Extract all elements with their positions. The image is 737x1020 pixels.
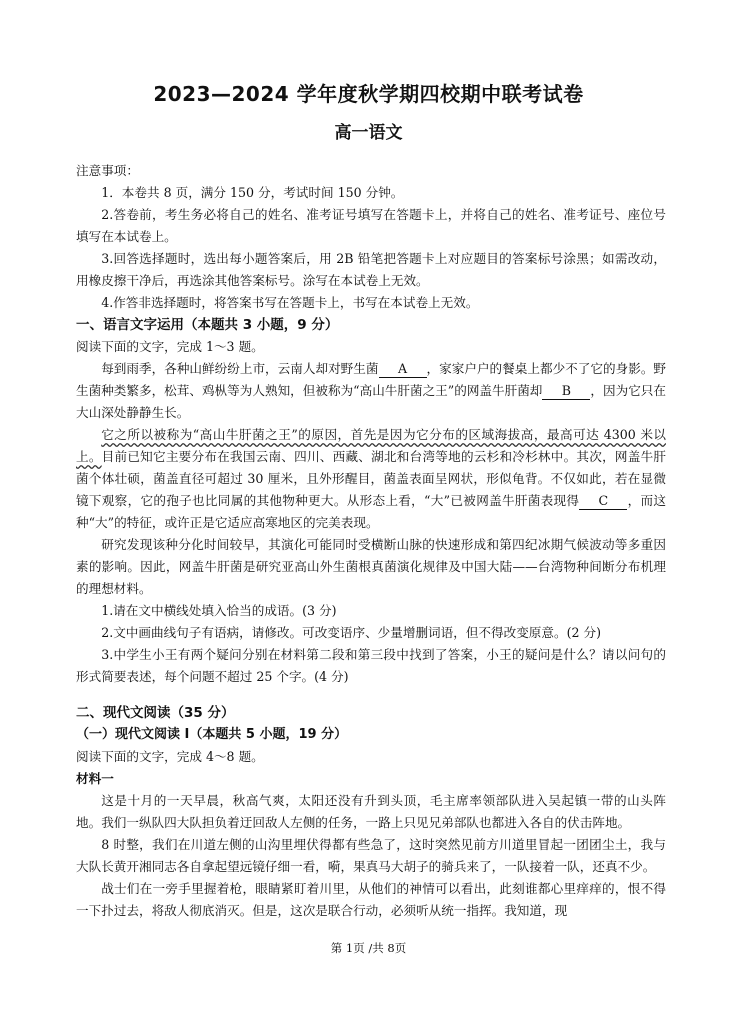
section-intro: 阅读下面的文字，完成 4～8 题。 [76,749,264,764]
notice-label: 注意事项： [76,163,139,178]
section-heading: 一、语言文字运用（本题共 3 小题，9 分） [76,317,339,333]
material-paragraph: 战士们在一旁手里握着枪，眼睛紧盯着川里，从他们的神情可以看出，此刻谁都心里痒痒的，恨不得一下扑过去，将敌人彻底消灭。但是，这次是联合行动，必须听从统一指挥。我知道，现 [76,881,666,918]
page-title: 2023—2024 学年度秋学期四校期中联考试卷 [153,82,584,106]
wavy-underlined-sentence: 它之所以被称为“高山牛肝菌之王”的原因，首先是因为它分布的区域海拔高，最高可达 4300 米以上。 [76,427,666,464]
notice-item: 4.作答非选择题时，将答案书写在答题卡上，书写在本试卷上无效。 [101,295,479,310]
question-2: 2.文中画曲线句子有语病，请修改。可改变语序、少量增删词语，但不得改变原意。(2 分) [101,625,602,640]
passage-paragraph [76,424,666,534]
passage-text: 目前已知它主要分布在我国云南、四川、西藏、湖北和台湾等地的云杉和冷杉林中。其次，网盖牛肝菌个体壮硕，菌盖直径可超过 30 厘米，且外形醒目，菌盖表面呈网状，形似龟背。不仅如此，若在显微镜下观察，它的孢子也比同属的其他物种更大。从形态上看，“大”已被网盖牛肝菌表现得 [76,449,667,508]
exam-body [76,160,666,922]
passage-text: 每到雨季，各种山鲜纷纷上市，云南人却对野生菌 [101,361,379,376]
answer-blank-c: C [579,493,627,510]
passage-text: ，而这种“大”的特征，或许正是它适应高寒地区的完美表现。 [76,493,666,530]
question-3: 3.中学生小王有两个疑问分别在材料第二段和第三段中找到了答案，小王的疑问是什么？请以问句的形式简要表述，每个问题不超过 25 个字。(4 分) [76,647,666,684]
material-paragraph: 8 时整，我们在川道左侧的山沟里埋伏得都有些急了，这时突然见前方川道里冒起一团团尘土，我与大队长黄开湘同志各自拿起望远镜仔细一看，嗬，果真马大胡子的骑兵来了，一队接着一队，还真不少。 [76,837,666,874]
question-1: 1.请在文中横线处填入恰当的成语。(3 分) [101,603,337,618]
passage-paragraph [76,358,666,424]
passage-paragraph: 研究发现该种分化时间较早，其演化可能同时受横断山脉的快速形成和第四纪冰期气候波动等多重因素的影响。因此，网盖牛肝菌是研究亚高山外生菌根真菌演化规律及中国大陆——台湾物种间断分布机理的理想材料。 [76,537,666,596]
material-paragraph: 这是十月的一天早晨，秋高气爽，太阳还没有升到头顶，毛主席率领部队进入吴起镇一带的山头阵地。我们一纵队四大队担负着迂回敌人左侧的任务，一路上只见兄弟部队也都进入各自的伏击阵地。 [76,793,666,830]
passage-text: ，因为它只在大山深处静静生长。 [76,383,666,420]
notice-item: 1．本卷共 8 页，满分 150 分，考试时间 150 分钟。 [101,185,404,200]
section-heading: 二、现代文阅读（35 分） [76,705,235,721]
material-label: 材料一 [76,771,114,786]
answer-blank-a: A [379,361,427,378]
notice-item: 3.回答选择题时，选出每小题答案后，用 2B 铅笔把答题卡上对应题目的答案标号涂黑；如需改动，用橡皮擦干净后，再选涂其他答案标号。涂写在本试卷上无效。 [76,251,666,288]
passage-text: ，家家户户的餐桌上都少不了它的身影。野生菌种类繁多，松茸、鸡枞等为人熟知，但被称为“高山牛肝菌之王”的网盖牛肝菌却 [76,361,667,398]
page-number: 第 1页 /共 8页 [330,941,407,955]
notice-item: 2.答卷前，考生务必将自己的姓名、准考证号填写在答题卡上，并将自己的姓名、准考证号、座位号填写在本试卷上。 [76,207,666,244]
answer-blank-b: B [542,383,590,400]
page-subtitle: 高一语文 [334,123,403,143]
subsection-heading: （一）现代文阅读 I（本题共 5 小题，19 分） [76,727,348,742]
section-intro: 阅读下面的文字，完成 1～3 题。 [76,339,264,354]
